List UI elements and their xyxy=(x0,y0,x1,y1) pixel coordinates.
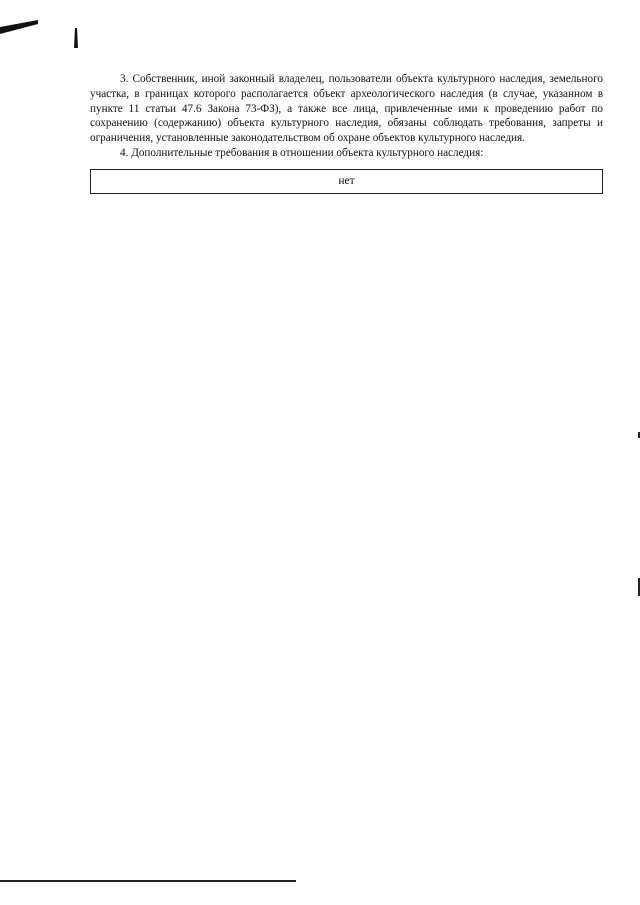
document-body xyxy=(90,72,603,194)
scan-tick-mark xyxy=(74,28,78,48)
additional-requirements-value: нет xyxy=(338,175,355,188)
item-number: 3. xyxy=(120,73,129,85)
item-text: Дополнительные требования в отношении объекта культурного наследия: xyxy=(131,146,484,159)
item-number: 4. xyxy=(120,146,129,159)
paragraph-item-3 xyxy=(90,72,603,146)
additional-requirements-box xyxy=(90,169,603,194)
bottom-rule xyxy=(0,880,296,882)
scan-mark xyxy=(0,18,38,34)
paragraph-item-4 xyxy=(90,146,603,161)
item-text: Собственник, иной законный владелец, пользователи объекта культурного наследия, земельного участка, в границах которого располагается объект археологического наследия (в случае, указанном в пункте 11 статьи 47.6 Закона 73-ФЗ), а также все лица, привлеченные ими к проведению работ по сохранению (содержанию) объекта культурного наследия, обязаны соблюдать требования, запреты и ограничения, установленные законодательством об охране объектов культурного наследия. xyxy=(90,73,604,145)
